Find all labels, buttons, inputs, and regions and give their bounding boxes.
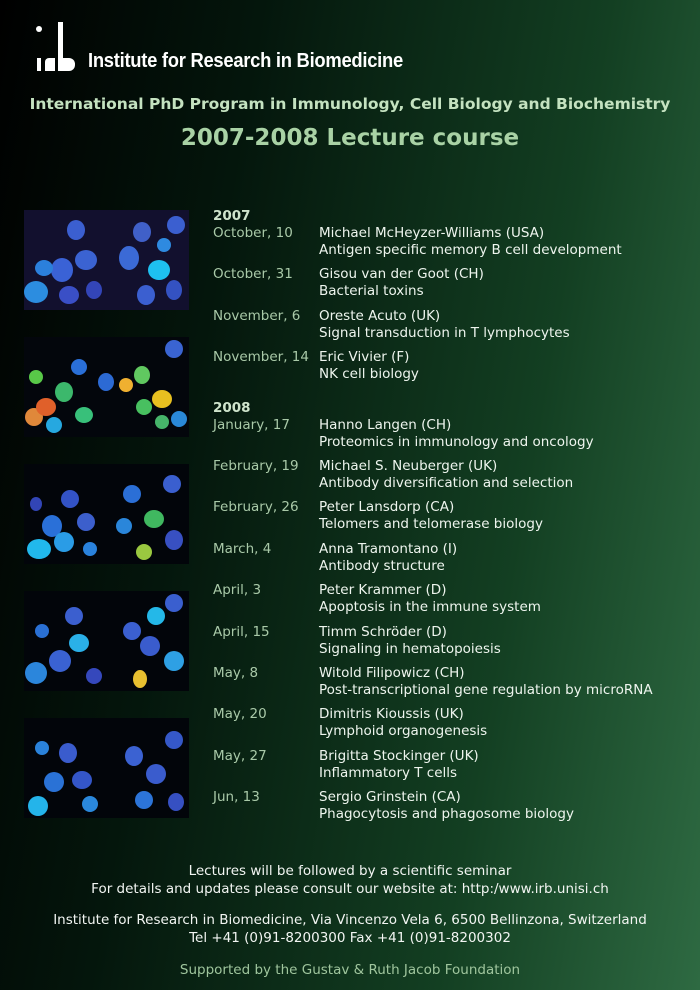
lecture-item	[213, 665, 693, 706]
lecture-date: April, 3	[213, 582, 262, 599]
lecture-topic: Signal transduction in T lymphocytes	[319, 324, 570, 341]
lecture-topic: Apoptosis in the immune system	[319, 599, 541, 616]
lecture-item	[213, 225, 693, 266]
lecture-date: October, 10	[213, 225, 293, 241]
sponsor-note: Supported by the Gustav & Ruth Jacob Foundation	[179, 962, 521, 978]
lecture-speaker: Sergio Grinstein (CA)	[319, 789, 461, 806]
lecture-topic: Phagocytosis and phagosome biology	[319, 806, 574, 823]
lecture-speaker: Witold Filipowicz (CH)	[319, 664, 465, 681]
lecture-speaker: Michael McHeyzer-Williams (USA)	[319, 225, 545, 241]
phone-fax-text: Tel +41 (0)91-8200300 Fax +41 (0)91-8200302	[189, 930, 511, 946]
cell-image-blue-teal	[24, 591, 189, 691]
address-text: Institute for Research in Biomedicine, Via Vincenzo Vela 6, 6500 Bellinzona, Switzerland	[53, 912, 647, 928]
lecture-item	[213, 789, 693, 830]
cell-image-multicolor	[24, 337, 189, 437]
lecture-date: Jun, 13	[213, 789, 260, 806]
lecture-topic: Antibody structure	[319, 557, 445, 574]
lecture-topic: Telomers and telomerase biology	[319, 516, 543, 533]
lecture-date: November, 6	[213, 307, 301, 324]
lecture-item	[213, 458, 693, 499]
lecture-date: February, 19	[213, 457, 299, 474]
lecture-topic: Lymphoid organogenesis	[319, 723, 488, 740]
lecture-item	[213, 541, 693, 582]
lecture-speaker: Peter Krammer (D)	[319, 582, 447, 599]
lecture-item	[213, 706, 693, 747]
lecture-item	[213, 499, 693, 540]
lecture-topic: Inflammatory T cells	[319, 764, 458, 781]
lecture-item	[213, 748, 693, 789]
footer-seminar-note	[0, 862, 700, 898]
lecture-date: April, 15	[213, 623, 270, 640]
lecture-item	[213, 308, 693, 349]
lecture-speaker: Hanno Langen (CH)	[319, 416, 452, 433]
lecture-date: October, 31	[213, 266, 293, 283]
website-note: For details and updates please consult our website at: http:/www.irb.unisi.ch	[91, 881, 609, 897]
lecture-topic: Post-transcriptional gene regulation by microRNA	[319, 681, 653, 698]
lecture-date: March, 4	[213, 540, 272, 557]
lecture-date: May, 27	[213, 747, 267, 764]
irb-logo-mark	[34, 20, 82, 74]
lecture-speaker: Michael S. Neuberger (UK)	[319, 457, 498, 474]
lecture-speaker: Timm Schröder (D)	[319, 623, 447, 640]
lecture-date: January, 17	[213, 416, 290, 433]
lecture-item	[213, 624, 693, 665]
lecture-date: February, 26	[213, 499, 299, 516]
lecture-item	[213, 349, 693, 390]
lecture-schedule	[213, 207, 693, 830]
lecture-speaker: Oreste Acuto (UK)	[319, 307, 441, 324]
lecture-item	[213, 417, 693, 458]
lecture-date: May, 8	[213, 664, 259, 681]
lecture-topic: Signaling in hematopoiesis	[319, 640, 501, 657]
lecture-speaker: Brigitta Stockinger (UK)	[319, 747, 479, 764]
lecture-speaker: Gisou van der Goot (CH)	[319, 266, 484, 283]
institute-name: Institute for Research in Biomedicine	[88, 50, 403, 72]
lecture-date: November, 14	[213, 349, 309, 366]
lecture-speaker: Anna Tramontano (I)	[319, 540, 458, 557]
seminar-note: Lectures will be followed by a scientific seminar	[188, 863, 512, 879]
course-title: 2007-2008 Lecture course	[180, 125, 520, 151]
lecture-item	[213, 582, 693, 623]
lecture-speaker: Dimitris Kioussis (UK)	[319, 706, 464, 723]
lecture-topic: NK cell biology	[319, 366, 419, 383]
lecture-item	[213, 266, 693, 307]
footer-contact	[0, 911, 700, 947]
lecture-date: May, 20	[213, 706, 267, 723]
lecture-speaker: Peter Lansdorp (CA)	[319, 499, 455, 516]
institute-logo	[34, 20, 430, 74]
lecture-topic: Antigen specific memory B cell development	[319, 242, 622, 258]
program-title: International PhD Program in Immunology, Cell Biology and Biochemistry	[29, 95, 671, 113]
cell-image-blue-green	[24, 464, 189, 564]
lecture-topic: Bacterial toxins	[319, 283, 424, 300]
year-2007-heading: 2007	[213, 208, 251, 224]
cell-image-blue-cyan	[24, 718, 189, 818]
lecture-topic: Proteomics in immunology and oncology	[319, 433, 594, 450]
lecture-speaker: Eric Vivier (F)	[319, 349, 410, 366]
cell-image-blue-purple	[24, 210, 189, 310]
lecture-topic: Antibody diversification and selection	[319, 474, 574, 491]
year-2008-heading: 2008	[213, 399, 251, 416]
